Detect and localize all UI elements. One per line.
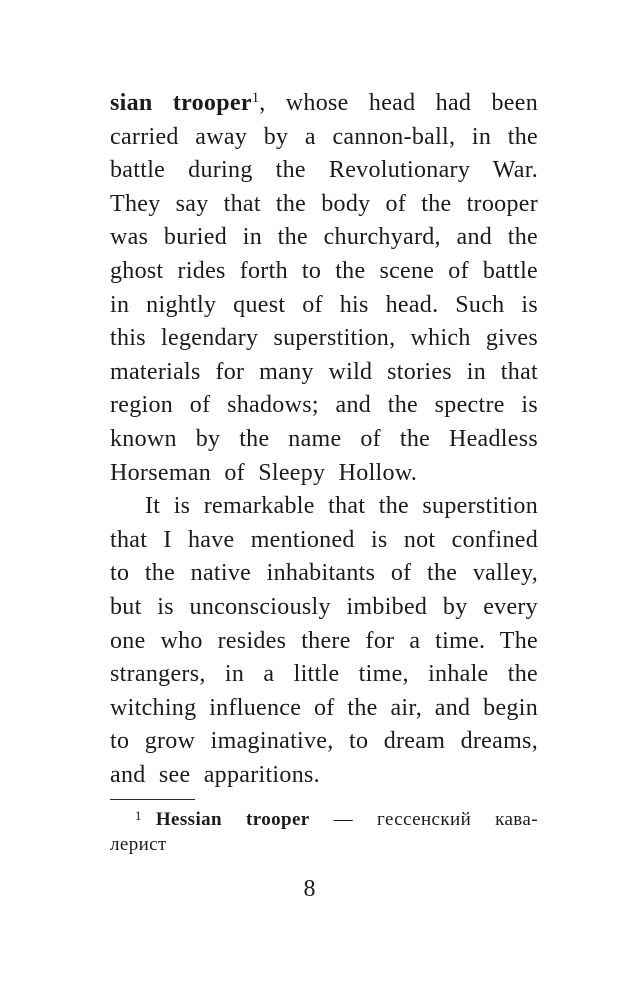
text-line: this legendary superstition, which gives — [110, 325, 538, 352]
text-line: battle during the Revolutionary War. — [110, 157, 538, 184]
footnote-translation: — гессенский кава- — [309, 809, 538, 830]
bold-term: sian trooper — [110, 90, 252, 116]
text-line: It is remarkable that the superstition — [145, 493, 538, 520]
text-line: Horseman of Sleepy Hollow. — [110, 459, 418, 486]
text-line: ghost rides forth to the scene of battle — [110, 257, 538, 284]
text-line: known by the name of the Headless — [110, 425, 538, 452]
text-line: one who resides there for a time. The — [110, 627, 538, 654]
footnote-line: лерист — [110, 834, 167, 855]
footnote-divider — [110, 799, 195, 800]
body-text — [110, 87, 538, 792]
text-line: strangers, in a little time, inhale the — [110, 661, 538, 688]
footnote-reference: 1 — [251, 89, 260, 106]
text-line: region of shadows; and the spectre is — [110, 392, 538, 419]
text-line-rest: , whose head had been — [259, 90, 538, 116]
text-line: was buried in the churchyard, and the — [110, 224, 538, 251]
text-line: to grow imaginative, to dream dreams, — [110, 728, 538, 755]
footnote-marker: 1 — [135, 808, 142, 824]
footnote-line — [110, 807, 538, 832]
text-line — [110, 87, 538, 121]
text-line: They say that the body of the trooper — [110, 190, 538, 217]
footnote-term: Hessian trooper — [155, 809, 310, 830]
text-line: and see apparitions. — [110, 761, 320, 788]
text-line: that I have mentioned is not confined — [110, 526, 538, 553]
footnote — [110, 807, 538, 857]
text-line: materials for many wild stories in that — [110, 358, 538, 385]
text-line: in nightly quest of his head. Such is — [110, 291, 538, 318]
text-line: to the native inhabitants of the valley, — [110, 560, 538, 587]
text-line: but is unconsciously imbibed by every — [110, 593, 538, 620]
text-line: witching influence of the air, and begin — [110, 694, 538, 721]
page-number: 8 — [303, 876, 316, 902]
text-line: carried away by a cannon-ball, in the — [110, 123, 538, 150]
